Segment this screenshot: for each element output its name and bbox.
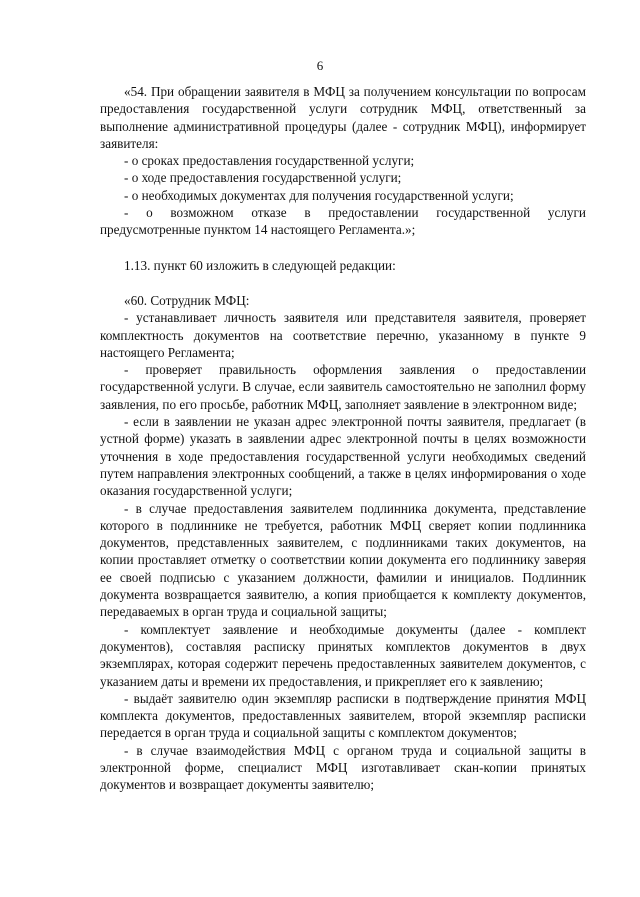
clause-54-item: - о возможном отказе в предоставлении государственной услуги предусмотренные пунктом 14 настоящего Регламента.»; [100, 205, 586, 238]
clause-60-item: - проверяет правильность оформления заявления о предоставлении государственной услуги. В случае, если заявитель самостоятельно не заполнил форму заявления, по его просьбе, работник МФЦ, заполняет заявление в электронном виде; [100, 362, 586, 412]
clause-60-item: - устанавливает личность заявителя или представителя заявителя, проверяет комплектность документов на соответствие перечню, указанному в пункте 9 настоящего Регламента; [100, 310, 586, 360]
spacer [100, 239, 586, 257]
clause-60-item: - в случае взаимодействия МФЦ с органом труда и социальной защиты в электронной форме, специалист МФЦ изготавливает скан-копии принятых документов и возвращает документы заявителю; [100, 742, 586, 793]
clause-54-item: - о сроках предоставления государственной услуги; [124, 153, 415, 169]
clause-60-item: - комплектует заявление и необходимые документы (далее - комплект документов), составляя расписку принятых комплектов документов в двух экземплярах, которая содержит перечень предоставленных заявителем документов, с указанием даты и времени их предоставления, и прикрепляет его к заявлению; [100, 621, 586, 689]
clause-60-item: - если в заявлении не указан адрес электронной почты заявителя, предлагает (в устной форме) указать в заявлении адрес электронной почты в целях возможности уточнения в ходе предоставления государственной услуги необходимых сведений путем направления электронных сообщений, а также в целях информирования о ходе оказания государственной услуги; [100, 414, 586, 499]
clause-54-item: - о необходимых документах для получения государственной услуги; [124, 187, 514, 203]
spacer [100, 274, 586, 292]
clause-60-item: - выдаёт заявителю один экземпляр расписки в подтверждение принятия МФЦ комплекта документов, предоставленных заявителем, второй экземпляр расписки передается в орган труда и социальной защиты с комплектом документов; [100, 690, 586, 741]
document-body [100, 83, 586, 794]
clause-54-item: - о ходе предоставления государственной услуги; [124, 170, 402, 186]
clause-1-13: 1.13. пункт 60 изложить в следующей редакции: [124, 257, 396, 273]
page-number: 6 [316, 58, 324, 73]
clause-54-intro: «54. При обращении заявителя в МФЦ за получением консультации по вопросам предоставления государственной услуги сотрудник МФЦ, ответственный за выполнение административной процедуры (далее - сотрудник МФЦ), информирует заявителя: [100, 84, 586, 151]
clause-60-intro: «60. Сотрудник МФЦ: [124, 292, 250, 308]
clause-60-item: - в случае предоставления заявителем подлинника документа, представление которого в подлиннике не требуется, работник МФЦ сверяет копии подлинника документов, представленных заявителем, с подлинниками таких документов, на копии проставляет отметку о соответствии копии документа его подлиннику заверяя ее своей подписью с указанием должности, фамилии и инициалов. Подлинник документа возвращается заявителю, а копия приобщается к комплекту документов, передаваемых в орган труда и социальной защиты; [100, 500, 586, 620]
